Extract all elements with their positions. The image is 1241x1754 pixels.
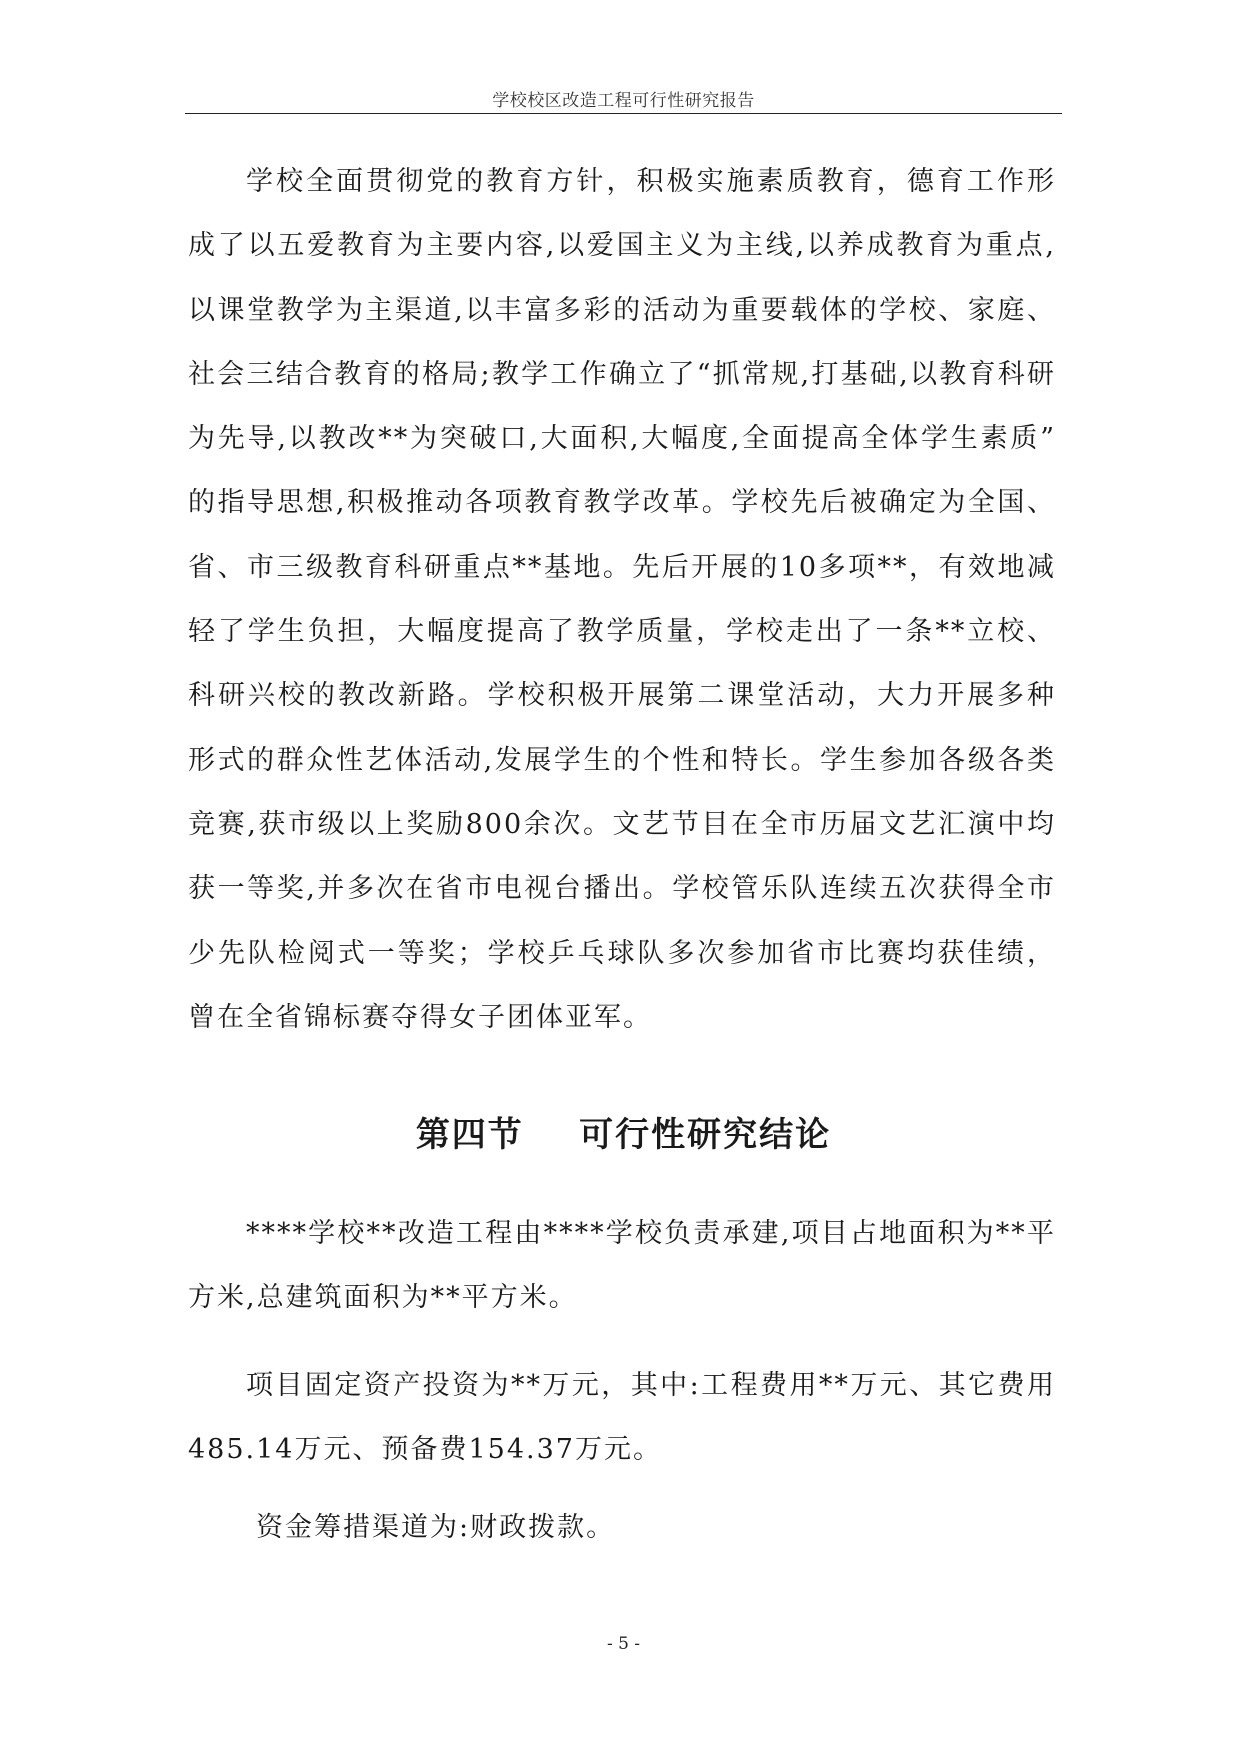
- body-paragraph-funding: 资金筹措渠道为:财政拨款。: [256, 1512, 616, 1543]
- running-header: 学校校区改造工程可行性研究报告: [492, 91, 755, 111]
- body-paragraph-project-scope: ****学校**改造工程由****学校负责承建,项目占地面积为**平方米,总建筑面积为**平方米。: [188, 1218, 1056, 1314]
- header-rule: [185, 113, 1062, 114]
- body-paragraph-school-overview: 学校全面贯彻党的教育方针，积极实施素质教育，德育工作形成了以五爱教育为主要内容,以爱国主义为主线,以养成教育为重点,以课堂教学为主渠道,以丰富多彩的活动为重要载体的学校、家庭、社会三结合教育的格局;教学工作确立了“抓常规,打基础,以教育科研为先导,以教改**为突破口,大面积,大幅度,全面提高全体学生素质” 的指导思想,积极推动各项教育教学改革。学校先后被确定为全国、省、市三级教育科研重点**基地。先后开展的10多项**，有效地减轻了学生负担，大幅度提高了教学质量，学校走出了一条**立校、科研兴校的教改新路。学校积极开展第二课堂活动，大力开展多种形式的群众性艺体活动,发展学生的个性和特长。学生参加各级各类竞赛,获市级以上奖励800余次。文艺节目在全市历届文艺汇演中均获一等奖,并多次在省市电视台播出。学校管乐队连续五次获得全市少先队检阅式一等奖；学校乒乓球队多次参加省市比赛均获佳绩，曾在全省锦标赛夺得女子团体亚军。: [188, 166, 1056, 1033]
- body-paragraph-investment: 项目固定资产投资为**万元，其中:工程费用**万元、其它费用485.14万元、预备费154.37万元。: [188, 1370, 1056, 1466]
- section-title: 第四节 可行性研究结论: [415, 1115, 832, 1155]
- page-number: - 5 -: [606, 1634, 641, 1654]
